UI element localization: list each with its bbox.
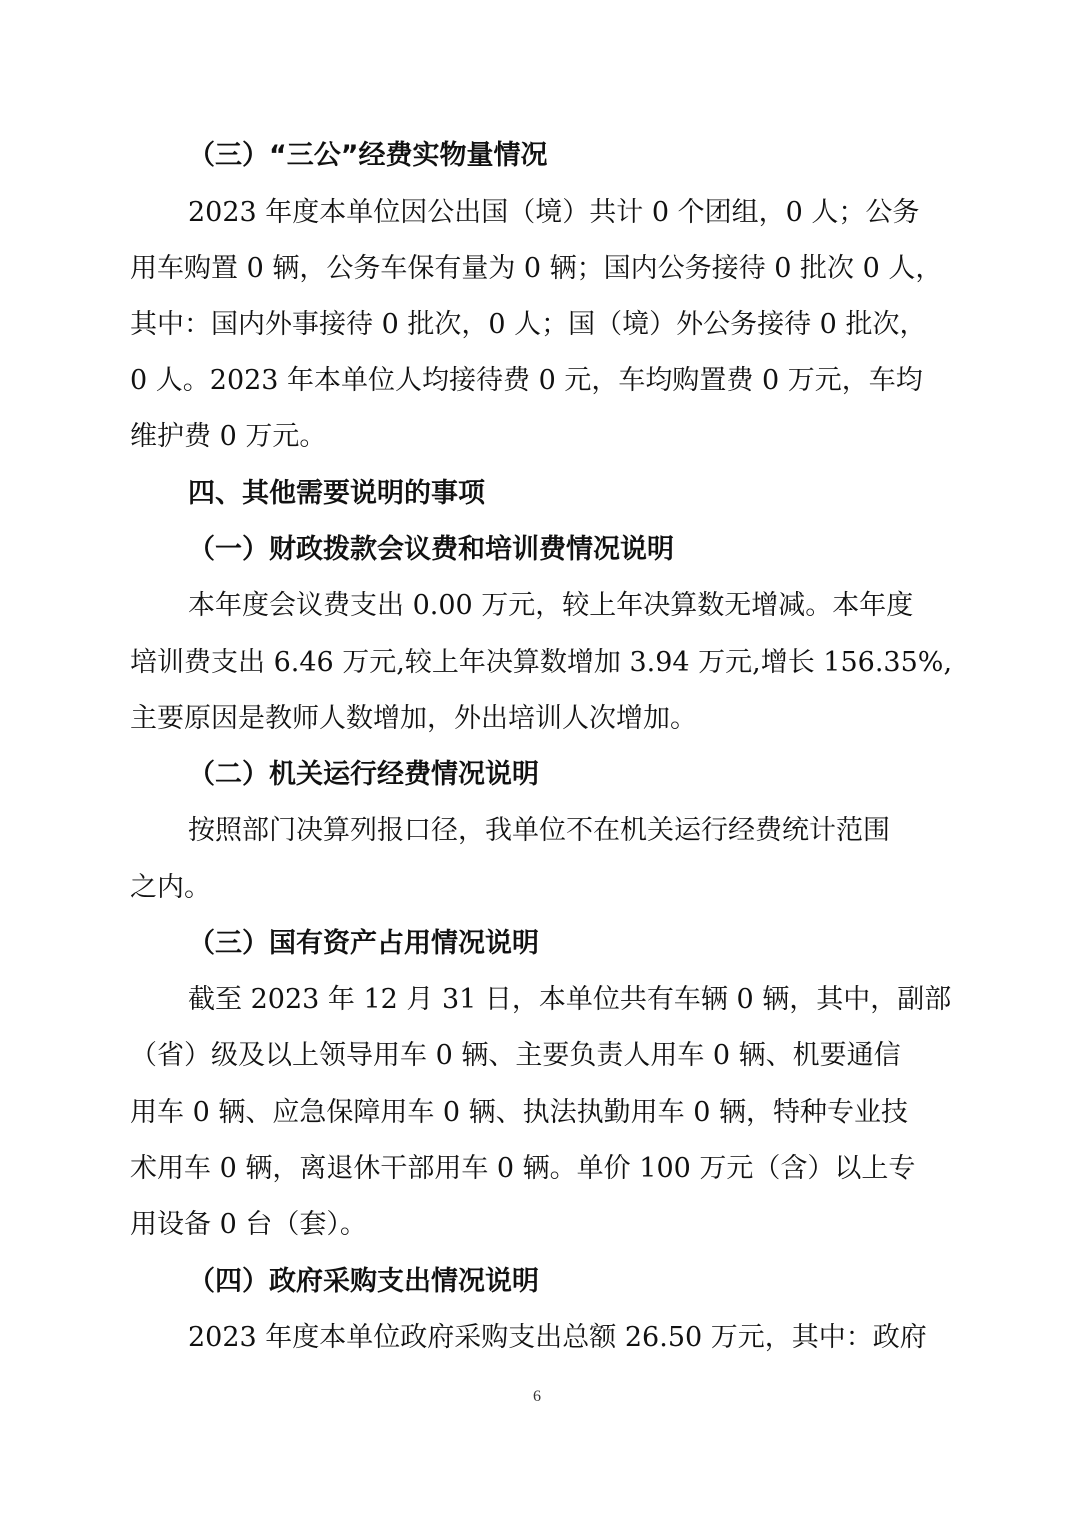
paragraph-line: 按照部门决算列报口径，我单位不在机关运行经费统计范围 [188,815,890,846]
paragraph-line: 2023 年度本单位因公出国（境）共计 0 个团组，0 人；公务 [188,197,920,228]
paragraph-line: 用设备 0 台（套）。 [130,1209,367,1240]
paragraph-line: 主要原因是教师人数增加，外出培训人次增加。 [130,703,697,734]
paragraph-line: 培训费支出 6.46 万元,较上年决算数增加 3.94 万元,增长 156.35%, [130,647,953,678]
paragraph-line: （省）级及以上领导用车 0 辆、主要负责人用车 0 辆、机要通信 [130,1040,901,1071]
paragraph-line: 2023 年度本单位政府采购支出总额 26.50 万元，其中：政府 [188,1322,927,1353]
section-heading: （三）国有资产占用情况说明 [188,928,539,959]
section-heading: （三）“三公”经费实物量情况 [188,140,548,171]
paragraph-line: 之内。 [130,872,211,903]
paragraph-line: 用车购置 0 辆，公务车保有量为 0 辆；国内公务接待 0 批次 0 人， [130,253,943,284]
section-heading: （四）政府采购支出情况说明 [188,1266,539,1297]
paragraph-line: 用车 0 辆、应急保障用车 0 辆、执法执勤用车 0 辆，特种专业技 [130,1097,909,1128]
section-heading: 四、其他需要说明的事项 [188,478,485,509]
paragraph-line: 0 人。2023 年本单位人均接待费 0 元，车均购置费 0 万元，车均 [130,365,923,396]
page-number: 6 [533,1388,541,1405]
paragraph-line: 截至 2023 年 12 月 31 日，本单位共有车辆 0 辆，其中，副部 [188,984,952,1015]
paragraph-line: 术用车 0 辆，离退休干部用车 0 辆。单价 100 万元（含）以上专 [130,1153,916,1184]
paragraph-line: 其中：国内外事接待 0 批次，0 人；国（境）外公务接待 0 批次， [130,309,927,340]
section-heading: （二）机关运行经费情况说明 [188,759,539,790]
paragraph-line: 维护费 0 万元。 [130,421,327,452]
paragraph-line: 本年度会议费支出 0.00 万元，较上年决算数无增减。本年度 [188,590,914,621]
section-heading: （一）财政拨款会议费和培训费情况说明 [188,534,674,565]
